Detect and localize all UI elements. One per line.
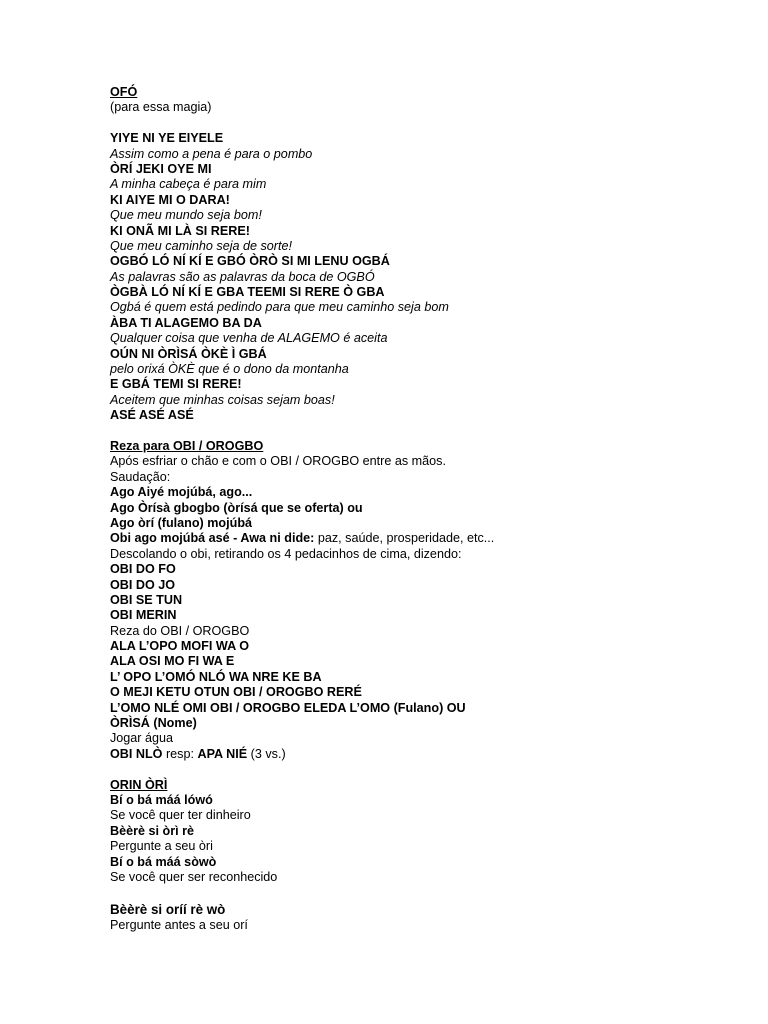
text-line: Ago Òrísà gbogbo (òrísá que se oferta) ou [110,500,363,515]
verse-line: Que meu caminho seja de sorte! [110,238,293,253]
section-title-orin: ORIN ÒRÌ [110,777,168,792]
text-line: OBI MERIN [110,608,177,623]
verse-line: Pergunte a seu òri [110,839,213,854]
section-subtitle-ofo: (para essa magia) [110,100,212,115]
document-page [110,85,710,933]
verse-line: OÚN NI ÒRÌSÁ ÒKÈ Ì GBÁ [110,346,267,361]
obi-resp-normal-1: resp: [162,746,198,761]
verse-line: KI ONÃ MI LÀ SI RERE! [110,223,250,238]
text-line: ÒRÌSÁ (Nome) [110,716,197,731]
verse-line: Bí o bá máá sòwò [110,854,217,869]
text-line: OBI SE TUN [110,592,183,607]
text-line: L’OMO NLÉ OMI OBI / OROGBO ELEDA L’OMO (Fulano) OU [110,700,466,715]
spacer [110,762,710,777]
text-line: Saudação: [110,469,171,484]
obi-mixed-bold: Obi ago mojúbá asé - Awa ni dide: [110,531,315,546]
verse-line: A minha cabeça é para mim [110,177,267,192]
verse-line: As palavras são as palavras da boca de OGBÓ [110,269,375,284]
verse-line: YIYE NI YE EIYELE [110,131,224,146]
verse-line: Se você quer ter dinheiro [110,808,251,823]
obi-mixed-line [110,531,710,546]
verse-line: OGBÓ LÓ NÍ KÍ E GBÓ ÒRÒ SI MI LENU OGBÁ [110,254,390,269]
text-line: Ago Aiyé mojúbá, ago... [110,485,253,500]
verse-line: Se você quer ser reconhecido [110,869,278,884]
verse-line: KI AIYE MI O DARA! [110,192,230,207]
text-line: Descolando o obi, retirando os 4 pedacinhos de cima, dizendo: [110,546,462,561]
orin-final-normal: Pergunte antes a seu orí [110,917,248,932]
verse-line: ÒRÍ JEKI OYE MI [110,161,212,176]
text-line: Jogar água [110,731,174,746]
verse-line: E GBÁ TEMI SI RERE! [110,377,242,392]
orin-final-bold: Bèèrè si oríí rè wò [110,901,226,917]
obi-resp-bold-2: APA NIÉ [197,746,248,761]
verse-line: pelo orixá ÒKÈ que é o dono da montanha [110,362,349,377]
obi-resp-line [110,747,710,762]
verse-line: ÒGBÀ LÓ NÍ KÍ E GBA TEEMI SI RERE Ò GBA [110,285,385,300]
verse-line: Aceitem que minhas coisas sejam boas! [110,392,335,407]
text-line: L’ OPO L’OMÓ NLÓ WA NRE KE BA [110,669,322,684]
spacer [110,885,710,900]
ofo-verse-list [110,131,710,423]
obi-lines-a [110,454,710,531]
text-line: Após esfriar o chão e com o OBI / OROGBO entre as mãos. [110,454,446,469]
text-line: O MEJI KETU OTUN OBI / OROGBO RERÉ [110,685,362,700]
obi-mixed-normal: paz, saúde, prosperidade, etc... [314,531,495,546]
verse-line: Ogbá é quem está pedindo para que meu caminho seja bom [110,300,449,315]
verse-line: Assim como a pena é para o pombo [110,146,313,161]
verse-line: Bí o bá máá lówó [110,792,213,807]
section-title-obi: Reza para OBI / OROGBO [110,438,264,453]
text-line: OBI DO FO [110,562,176,577]
text-line: Reza do OBI / OROGBO [110,623,250,638]
text-line: ALA OSI MO FI WA E [110,654,235,669]
verse-line: ÀBA TI ALAGEMO BA DA [110,315,262,330]
text-line: ALA L’OPO MOFI WA O [110,639,249,654]
verse-line: Que meu mundo seja bom! [110,208,262,223]
verse-line: ASÉ ASÉ ASÉ [110,408,194,423]
obi-lines-b [110,547,710,747]
text-line: Ago òrí (fulano) mojúbá [110,515,253,530]
spacer [110,116,710,131]
obi-resp-normal-2: (3 vs.) [247,746,286,761]
spacer [110,424,710,439]
obi-resp-bold-1: OBI NLÒ [110,746,163,761]
text-line: OBI DO JO [110,577,176,592]
orin-verse-list [110,793,710,885]
verse-line: Qualquer coisa que venha de ALAGEMO é aceita [110,331,388,346]
verse-line: Bèèrè si òrì rè [110,823,195,838]
section-title-ofo: OFÓ [110,85,138,99]
